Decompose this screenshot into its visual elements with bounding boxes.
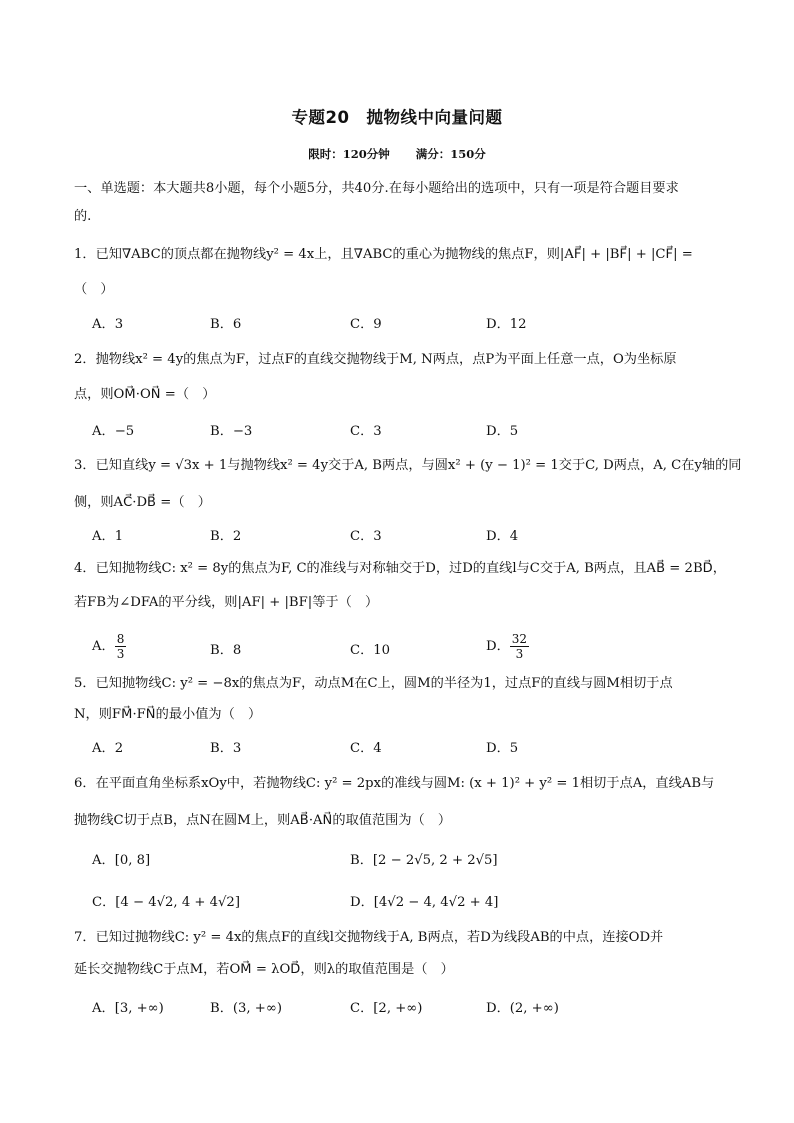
option-d[interactable]: D．(2, +∞) bbox=[486, 1001, 559, 1016]
option-c[interactable]: C．3 bbox=[350, 424, 382, 439]
option-d[interactable]: D．5 bbox=[486, 741, 519, 756]
option-b[interactable]: B．2 bbox=[210, 529, 242, 544]
question-1-line-2: （ ） bbox=[74, 282, 114, 297]
question-7-options bbox=[92, 997, 722, 1017]
question-7-line-2: 延长交抛物线C于点M，若OM⃗ = λOD⃗，则λ的取值范围是（ ） bbox=[74, 962, 454, 977]
option-a[interactable] bbox=[92, 632, 126, 661]
question-4-line-1: 4．已知抛物线C: x² = 8y的焦点为F, C的准线与对称轴交于D，过D的直线l与C交于A, B两点，且AB⃗ = 2BD⃗， bbox=[74, 561, 726, 576]
option-b[interactable]: B．6 bbox=[210, 317, 242, 332]
question-6-options-row-2 bbox=[92, 891, 722, 911]
fraction-denominator: 3 bbox=[116, 647, 125, 661]
option-c[interactable]: C．[2, +∞) bbox=[350, 1001, 423, 1016]
option-c[interactable]: C．10 bbox=[350, 643, 391, 658]
fraction-denominator: 3 bbox=[515, 647, 524, 661]
section-heading-line-2: 的. bbox=[74, 209, 92, 224]
option-b[interactable]: B．[2 − 2√5, 2 + 2√5] bbox=[350, 853, 498, 868]
question-2-line-1: 2．抛物线x² = 4y的焦点为F，过点F的直线交抛物线于M, N两点，点P为平面上任意一点，O为坐标原 bbox=[74, 352, 677, 367]
question-6-line-2: 抛物线C切于点B，点N在圆M上，则AB⃗·AN⃗的取值范围为（ ） bbox=[74, 813, 452, 828]
question-1-options bbox=[92, 313, 722, 333]
option-a[interactable]: A．2 bbox=[92, 741, 124, 756]
fraction-numerator: 8 bbox=[116, 632, 125, 646]
option-d[interactable]: D．[4√2 − 4, 4√2 + 4] bbox=[350, 895, 499, 910]
option-a[interactable]: A．−5 bbox=[92, 424, 135, 439]
option-c[interactable]: C．9 bbox=[350, 317, 382, 332]
question-5-line-2: N，则FM⃗·FN⃗的最小值为（ ） bbox=[74, 707, 262, 722]
question-6-options-row-1 bbox=[92, 849, 722, 869]
full-score: 满分：150分 bbox=[415, 147, 486, 161]
option-a[interactable]: A．[0, 8] bbox=[92, 853, 151, 868]
option-a[interactable]: A．3 bbox=[92, 317, 124, 332]
question-3-line-2: 侧，则AC⃗·DB⃗ =（ ） bbox=[74, 495, 211, 510]
option-b[interactable]: B．(3, +∞) bbox=[210, 1001, 282, 1016]
question-2-options bbox=[92, 420, 722, 440]
fraction-numerator: 32 bbox=[511, 632, 528, 646]
option-b[interactable]: B．−3 bbox=[210, 424, 253, 439]
option-a[interactable]: A．1 bbox=[92, 529, 124, 544]
option-d[interactable] bbox=[486, 632, 529, 661]
option-d[interactable]: D．5 bbox=[486, 424, 519, 439]
option-c[interactable]: C．4 bbox=[350, 741, 382, 756]
question-3-options bbox=[92, 525, 722, 545]
fraction bbox=[115, 632, 127, 661]
question-4-options bbox=[92, 630, 722, 668]
fraction bbox=[510, 632, 529, 661]
question-5-line-1: 5．已知抛物线C: y² = −8x的焦点为F，动点M在C上，圆M的半径为1，过点F的直线与圆M相切于点 bbox=[74, 676, 673, 691]
question-7-line-1: 7．已知过抛物线C: y² = 4x的焦点F的直线l交抛物线于A, B两点，若D为线段AB的中点，连接OD并 bbox=[74, 930, 664, 945]
question-2-line-2: 点，则OM⃗·ON⃗ =（ ） bbox=[74, 387, 216, 402]
question-5-options bbox=[92, 737, 722, 757]
question-6-line-1: 6．在平面直角坐标系xOy中，若抛物线C: y² = 2px的准线与圆M: (x + 1)² + y² = 1相切于点A，直线AB与 bbox=[74, 776, 715, 791]
exam-meta bbox=[0, 146, 794, 162]
option-c[interactable]: C．[4 − 4√2, 4 + 4√2] bbox=[92, 895, 240, 910]
time-limit: 限时：120分钟 bbox=[308, 147, 390, 161]
option-d[interactable]: D．12 bbox=[486, 317, 527, 332]
question-4-line-2: 若FB为∠DFA的平分线，则|AF| + |BF|等于（ ） bbox=[74, 595, 379, 610]
option-d-label: D． bbox=[486, 639, 510, 654]
question-1-line-1: 1．已知∇ABC的顶点都在抛物线y² = 4x上，且∇ABC的重心为抛物线的焦点F，则|AF⃗| + |BF⃗| + |CF⃗| = bbox=[74, 247, 693, 262]
option-a-label: A． bbox=[92, 639, 115, 654]
question-3-line-1: 3．已知直线y = √3x + 1与抛物线x² = 4y交于A, B两点，与圆x² + (y − 1)² = 1交于C, D两点，A, C在y轴的同 bbox=[74, 458, 742, 473]
option-b[interactable]: B．8 bbox=[210, 643, 242, 658]
option-b[interactable]: B．3 bbox=[210, 741, 242, 756]
option-d[interactable]: D．4 bbox=[486, 529, 519, 544]
option-a[interactable]: A．[3, +∞) bbox=[92, 1001, 164, 1016]
page-title: 专题20 抛物线中向量问题 bbox=[291, 108, 503, 127]
option-c[interactable]: C．3 bbox=[350, 529, 382, 544]
section-heading-line-1: 一、单选题：本大题共8小题，每个小题5分，共40分.在每小题给出的选项中，只有一项是符合题目要求 bbox=[74, 181, 679, 196]
